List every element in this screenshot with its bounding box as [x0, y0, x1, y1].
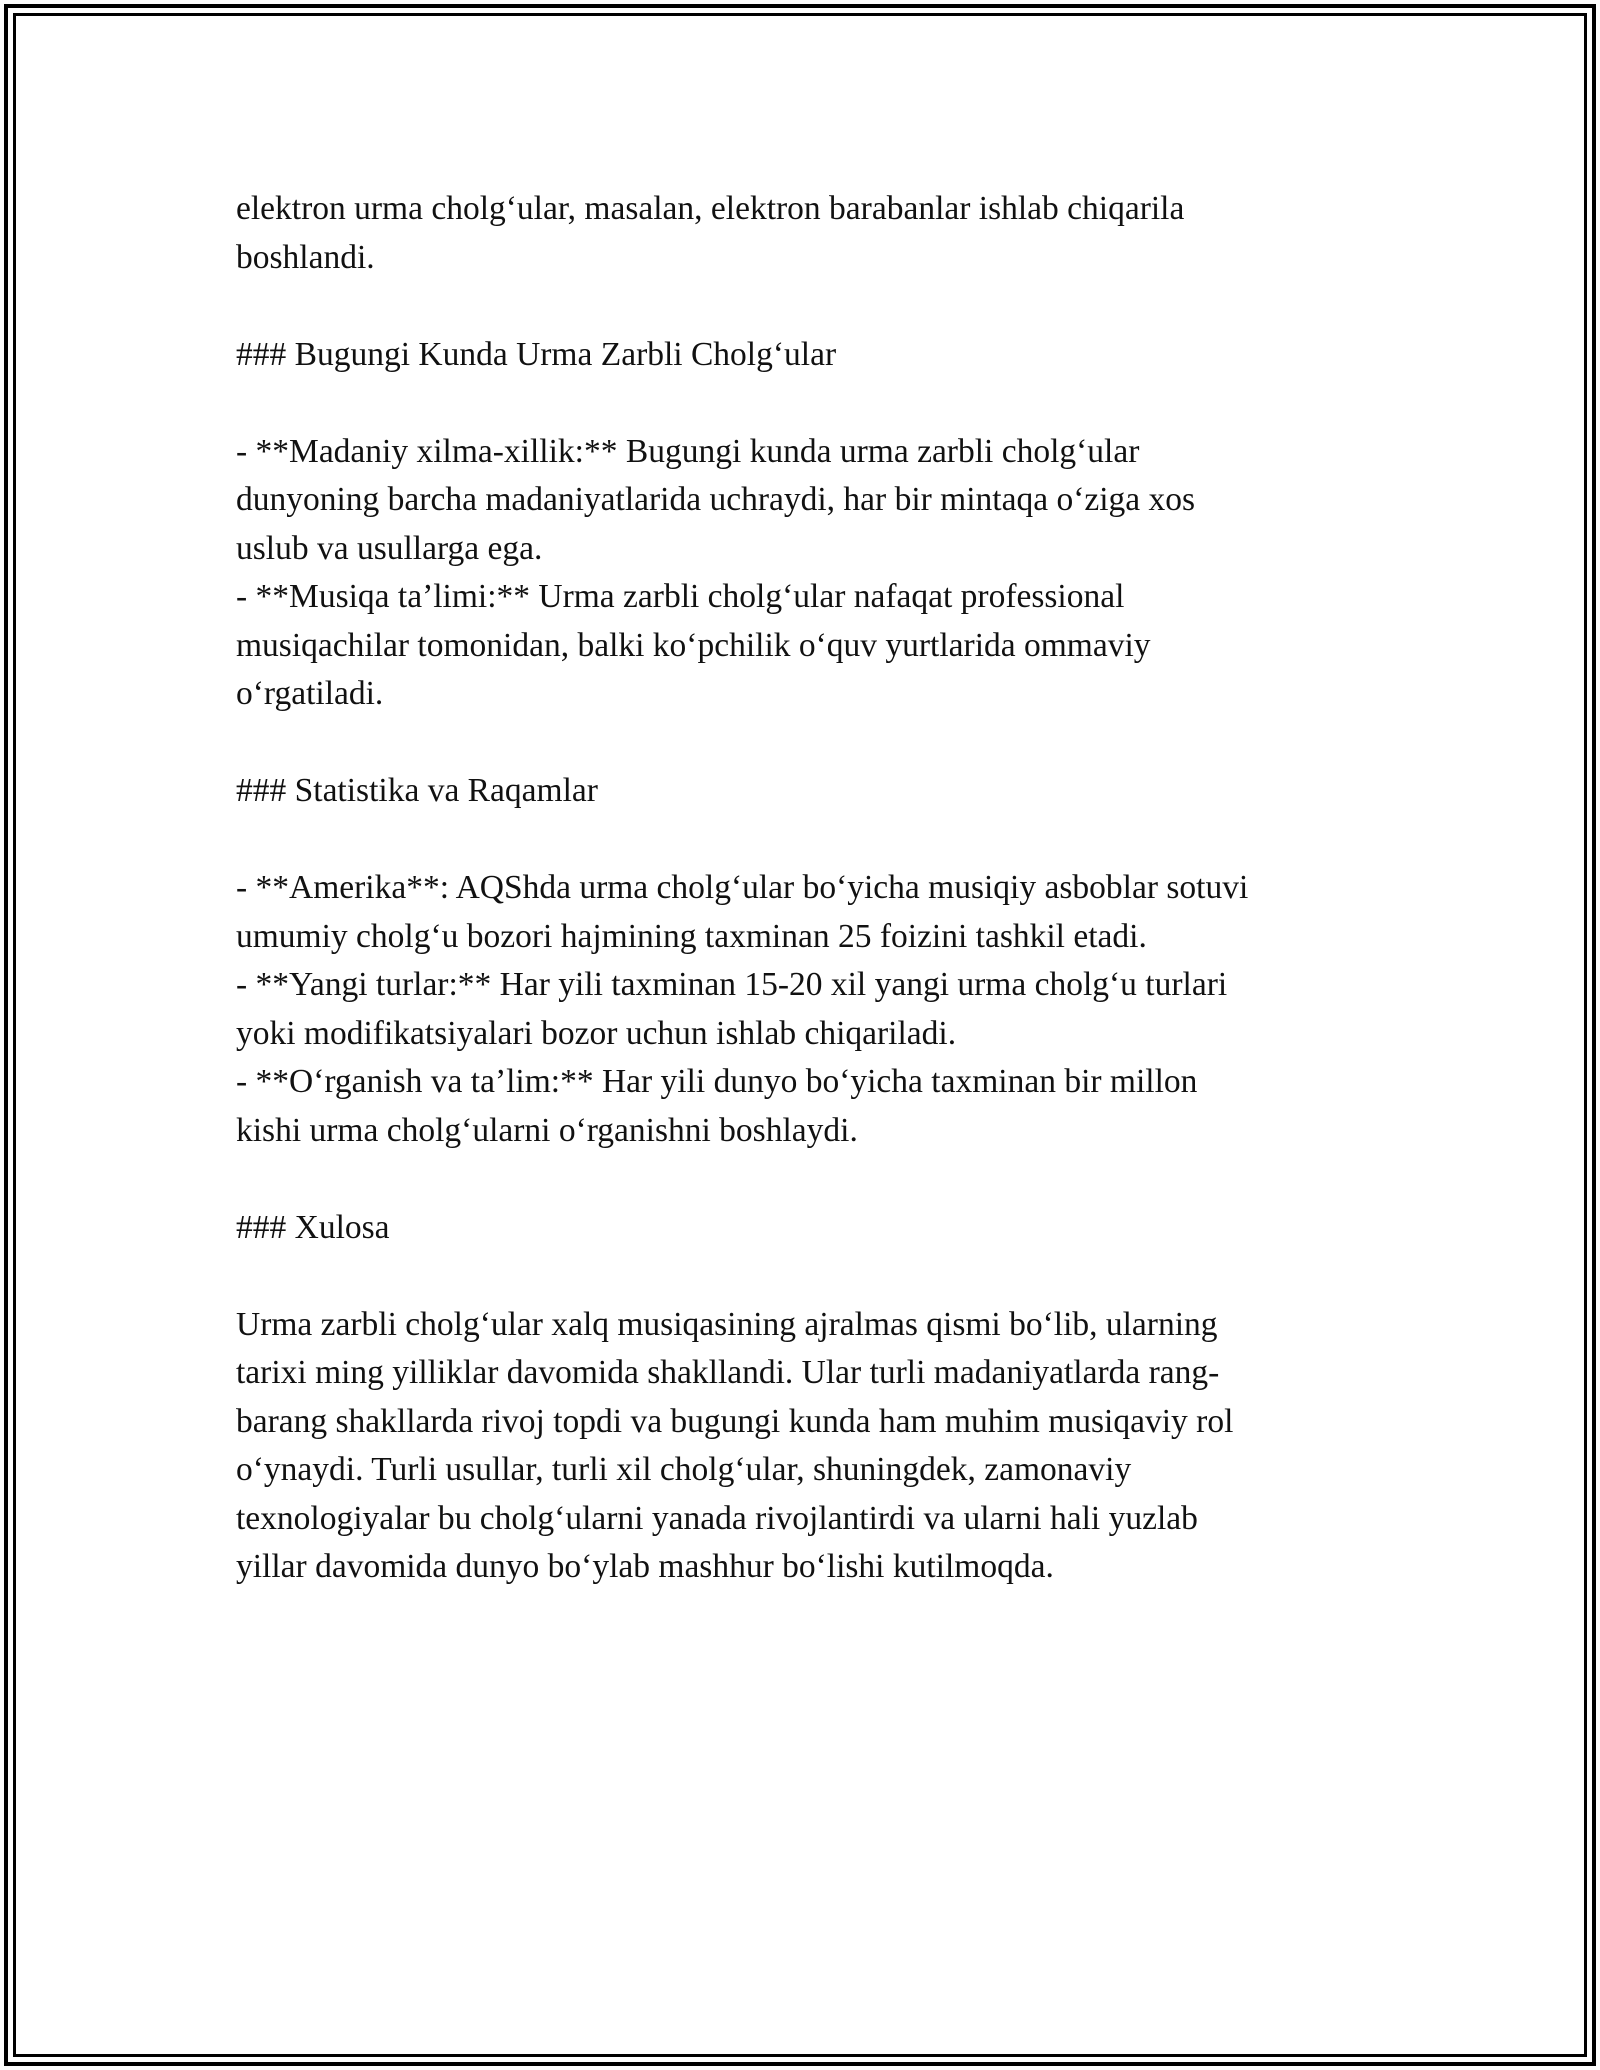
paragraph-gap — [236, 1252, 1366, 1301]
paragraph-gap — [236, 282, 1366, 331]
text-line: texnologiyalar bu cholg‘ularni yanada rivojlantirdi va ularni hali yuzlab — [236, 1499, 1198, 1537]
paragraph-gap — [236, 719, 1366, 768]
text-line: yoki modifikatsiyalari bozor uchun ishlab chiqariladi. — [236, 1014, 957, 1052]
text-line: - **Yangi turlar:** Har yili taxminan 15-20 xil yangi urma cholg‘u turlari — [236, 966, 1228, 1003]
list-item — [236, 428, 1366, 574]
list-item — [236, 573, 1366, 719]
conclusion-paragraph — [236, 1301, 1366, 1592]
section-heading-today: ### Bugungi Kunda Urma Zarbli Cholg‘ular — [236, 335, 837, 373]
text-line: barang shakllarda rivoj topdi va bugungi kunda ham muhim musiqaviy rol — [236, 1402, 1234, 1440]
text-line: - **Musiqa ta’limi:** Urma zarbli cholg‘ular nafaqat professional — [236, 578, 1125, 615]
text-line: - **Amerika**: AQShda urma cholg‘ular bo‘yicha musiqiy asboblar sotuvi — [236, 869, 1249, 906]
list-item — [236, 961, 1366, 1058]
text-line: dunyoning barcha madaniyatlarida uchraydi, har bir mintaqa o‘ziga xos — [236, 481, 1196, 518]
list-item — [236, 864, 1366, 961]
stats-list — [236, 864, 1366, 1155]
document-body — [236, 185, 1366, 1592]
text-line: boshlandi. — [236, 238, 375, 276]
text-line: elektron urma cholg‘ular, masalan, elektron barabanlar ishlab chiqarila — [236, 190, 1185, 227]
text-line: o‘ynaydi. Turli usullar, turli xil cholg‘ular, shuningdek, zamonaviy — [236, 1451, 1132, 1488]
text-line: yillar davomida dunyo bo‘ylab mashhur bo‘lishi kutilmoqda. — [236, 1548, 1054, 1585]
text-line: - **Madaniy xilma-xillik:** Bugungi kunda urma zarbli cholg‘ular — [236, 432, 1140, 470]
text-line: tarixi ming yilliklar davomida shakllandi. Ular turli madaniyatlarda rang- — [236, 1354, 1220, 1391]
today-list — [236, 428, 1366, 719]
text-line: musiqachilar tomonidan, balki ko‘pchilik o‘quv yurtlarida ommaviy — [236, 626, 1151, 664]
text-line: umumiy cholg‘u bozori hajmining taxminan 25 foizini tashkil etadi. — [236, 917, 1147, 955]
paragraph-gap — [236, 379, 1366, 428]
list-item — [236, 1058, 1366, 1155]
section-heading-stats: ### Statistika va Raqamlar — [236, 772, 598, 809]
text-line: uslub va usullarga ega. — [236, 529, 543, 567]
section-heading-conclusion: ### Xulosa — [236, 1208, 390, 1246]
text-line: o‘rgatiladi. — [236, 675, 384, 712]
paragraph-gap — [236, 1155, 1366, 1204]
text-line: Urma zarbli cholg‘ular xalq musiqasining ajralmas qismi bo‘lib, ularning — [236, 1305, 1218, 1343]
intro-paragraph — [236, 185, 1366, 282]
text-line: kishi urma cholg‘ularni o‘rganishni boshlaydi. — [236, 1111, 858, 1149]
paragraph-gap — [236, 816, 1366, 865]
text-line: - **O‘rganish va ta’lim:** Har yili dunyo bo‘yicha taxminan bir millon — [236, 1063, 1198, 1100]
